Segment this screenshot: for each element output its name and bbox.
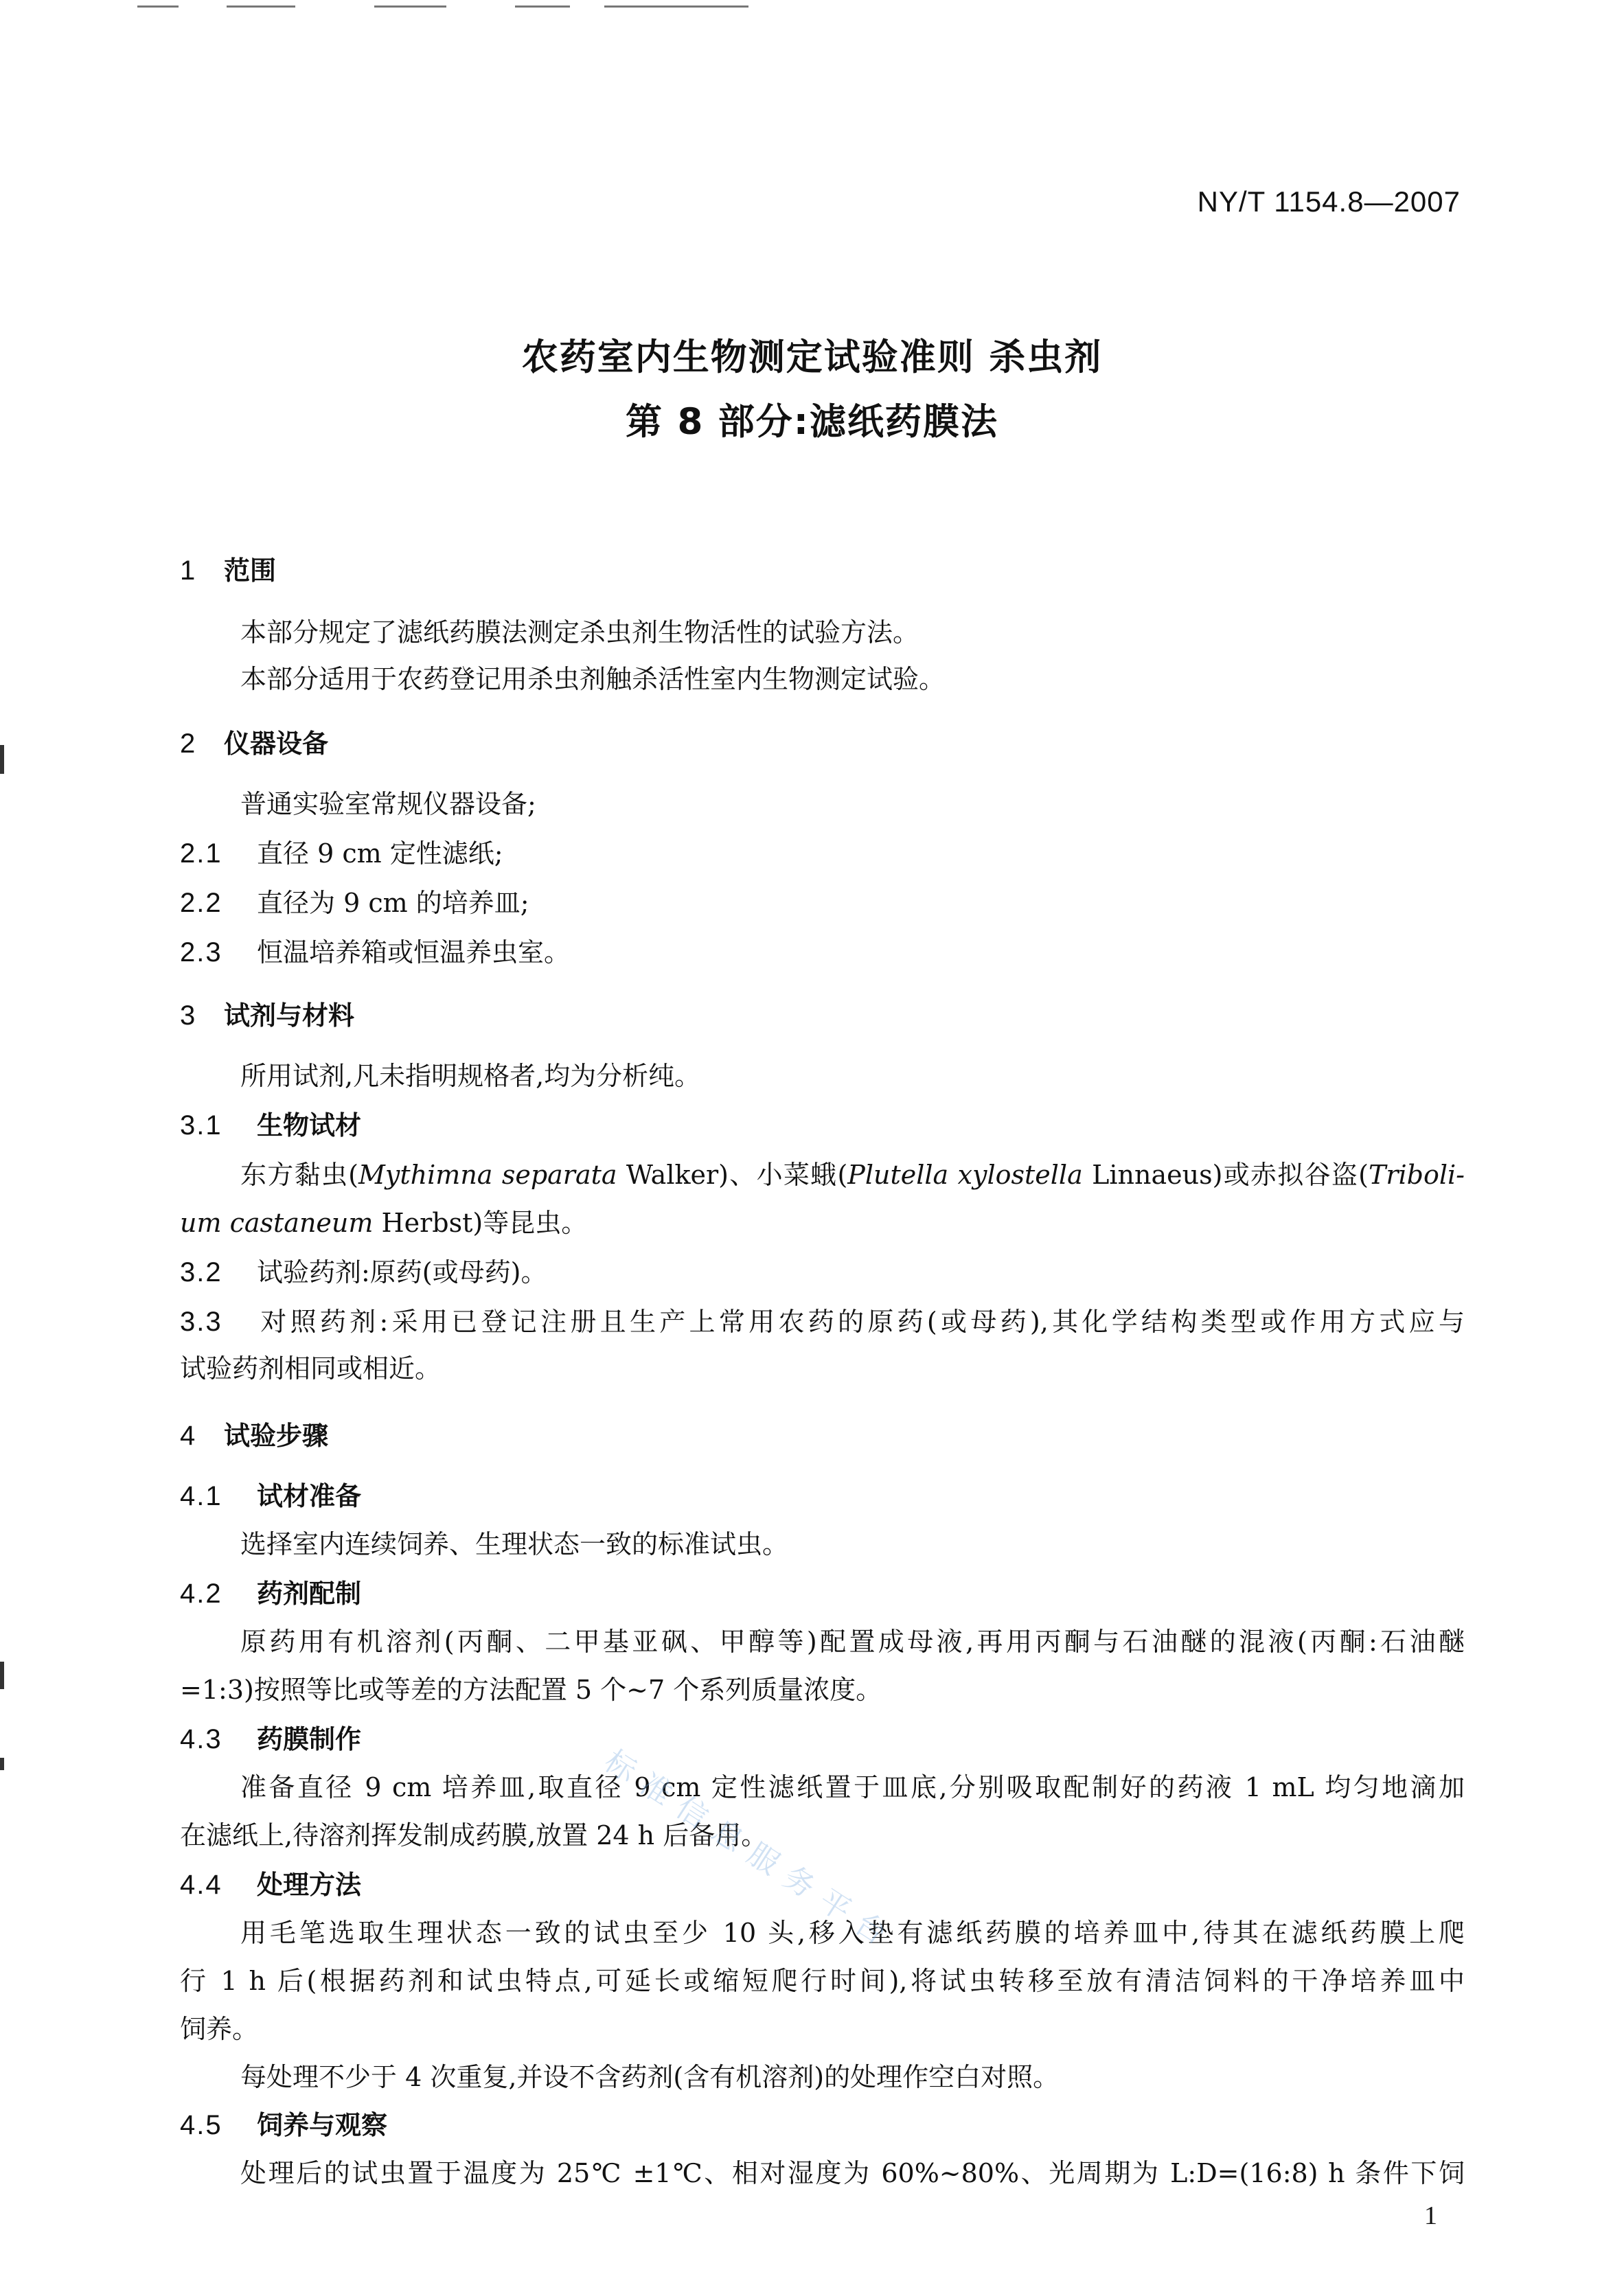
species-name: Triboli- <box>1369 1160 1465 1190</box>
subsection-title: 饲养与观察 <box>257 2110 388 2140</box>
list-item <box>180 882 529 919</box>
page-title: 农药室内生物测定试验准则 杀虫剂 <box>521 336 1103 378</box>
paragraph-continued: 试验药剂相同或相近。 <box>180 1353 442 1384</box>
paragraph-continued: 行 1 h 后(根据药剂和试虫特点,可延长或缩短爬行时间),将试虫转移至放有清洁饲料的干净培养皿中 <box>180 1966 1465 1996</box>
scan-edge-line <box>227 5 295 8</box>
subsection-3-2 <box>180 1251 547 1289</box>
item-text: 直径 9 cm 定性滤纸; <box>257 838 503 869</box>
section-1-heading <box>180 549 276 587</box>
paragraph-continued: =1:3)按照等比或等差的方法配置 5 个~7 个系列质量浓度。 <box>180 1675 882 1705</box>
subsection-number: 3.2 <box>180 1257 222 1287</box>
paragraph: 每处理不少于 4 次重复,并设不含药剂(含有机溶剂)的处理作空白对照。 <box>240 2062 1060 2092</box>
item-text: 恒温培养箱或恒温养虫室。 <box>257 937 571 967</box>
text-run: Linnaeus)或赤拟谷盗( <box>1082 1160 1369 1190</box>
section-2-heading <box>180 722 328 760</box>
item-number: 2.1 <box>180 838 222 869</box>
scan-edge-line <box>374 5 446 8</box>
paragraph-continued: 饲养。 <box>180 2014 259 2044</box>
text-run: Walker)、小菜蛾( <box>617 1160 848 1190</box>
watermark: 标准信息服务平台 <box>598 1743 903 1959</box>
paragraph: 所用试剂,凡未指明规格者,均为分析纯。 <box>240 1061 701 1091</box>
subsection-4-1-heading <box>180 1475 361 1513</box>
subsection-4-2-heading <box>180 1572 361 1610</box>
item-number: 2.3 <box>180 937 222 967</box>
binding-mark <box>0 1758 4 1770</box>
text-run: Herbst)等昆虫。 <box>373 1208 588 1238</box>
subsection-4-5-heading <box>180 2104 387 2142</box>
item-number: 2.2 <box>180 888 222 918</box>
paragraph: 原药用有机溶剂(丙酮、二甲基亚砜、甲醇等)配置成母液,再用丙酮与石油醚的混液(丙酮:石油醚 <box>240 1627 1465 1657</box>
binding-mark <box>0 745 4 774</box>
section-title: 仪器设备 <box>224 729 329 759</box>
subsection-number: 3.1 <box>180 1110 222 1140</box>
subsection-3-1-heading <box>180 1104 361 1142</box>
subsection-text: 对照药剂:采用已登记注册且生产上常用农药的原药(或母药),其化学结构类型或作用方式应与 <box>257 1307 1465 1337</box>
species-name: um castaneum <box>180 1208 374 1238</box>
species-name: Plutella xylostella <box>847 1160 1083 1190</box>
subsection-title: 处理方法 <box>257 1870 362 1900</box>
subsection-title: 生物试材 <box>257 1110 362 1140</box>
subsection-number: 4.4 <box>180 1870 222 1900</box>
section-number: 1 <box>180 555 196 586</box>
paragraph: 普通实验室常规仪器设备; <box>240 789 536 819</box>
scan-edge-line <box>515 5 570 8</box>
subsection-3-3 <box>180 1300 1465 1338</box>
subsection-4-3-heading <box>180 1718 361 1756</box>
section-4-heading <box>180 1414 328 1452</box>
subsection-number: 4.2 <box>180 1579 222 1609</box>
paragraph: 处理后的试虫置于温度为 25℃ ±1℃、相对湿度为 60%~80%、光周期为 L:D=(16:8) h 条件下饲 <box>240 2158 1465 2188</box>
subsection-4-4-heading <box>180 1864 361 1901</box>
section-3-heading <box>180 994 354 1032</box>
item-text: 直径为 9 cm 的培养皿; <box>257 888 529 918</box>
list-item <box>180 931 570 969</box>
list-item <box>180 832 503 870</box>
subsection-title: 药膜制作 <box>257 1724 362 1754</box>
scan-edge-line <box>137 5 179 8</box>
scan-edge-line <box>604 5 748 8</box>
subsection-title: 药剂配制 <box>257 1579 362 1609</box>
paragraph: 本部分适用于农药登记用杀虫剂触杀活性室内生物测定试验。 <box>240 664 946 694</box>
section-number: 2 <box>180 729 196 759</box>
subsection-number: 3.3 <box>180 1307 222 1337</box>
page-subtitle: 第 8 部分:滤纸药膜法 <box>626 401 998 443</box>
paragraph-continued: 在滤纸上,待溶剂挥发制成药膜,放置 24 h 后备用。 <box>180 1820 768 1850</box>
section-number: 4 <box>180 1421 196 1451</box>
subsection-title: 试材准备 <box>257 1481 362 1511</box>
standard-number: NY/T 1154.8—2007 <box>1197 185 1461 218</box>
paragraph <box>240 1154 1465 1191</box>
section-title: 范围 <box>224 555 277 586</box>
paragraph-continued <box>180 1202 587 1239</box>
subsection-number: 4.1 <box>180 1481 222 1511</box>
section-title: 试验步骤 <box>224 1421 329 1451</box>
paragraph: 准备直径 9 cm 培养皿,取直径 9 cm 定性滤纸置于皿底,分别吸取配制好的药液 1 mL 均匀地滴加 <box>240 1772 1465 1802</box>
section-title: 试剂与材料 <box>224 1000 355 1031</box>
paragraph: 本部分规定了滤纸药膜法测定杀虫剂生物活性的试验方法。 <box>240 617 919 647</box>
page-number: 1 <box>1424 2201 1437 2230</box>
paragraph: 选择室内连续饲养、生理状态一致的标准试虫。 <box>240 1529 789 1559</box>
binding-mark <box>0 1662 4 1689</box>
species-name: Mythimna separata <box>358 1160 617 1190</box>
subsection-number: 4.5 <box>180 2110 222 2140</box>
subsection-text: 试验药剂:原药(或母药)。 <box>257 1257 547 1287</box>
subsection-number: 4.3 <box>180 1724 222 1754</box>
section-number: 3 <box>180 1000 196 1031</box>
text-run: 东方黏虫( <box>240 1160 359 1190</box>
paragraph: 用毛笔选取生理状态一致的试虫至少 10 头,移入垫有滤纸药膜的培养皿中,待其在滤纸药膜上爬 <box>240 1918 1465 1948</box>
